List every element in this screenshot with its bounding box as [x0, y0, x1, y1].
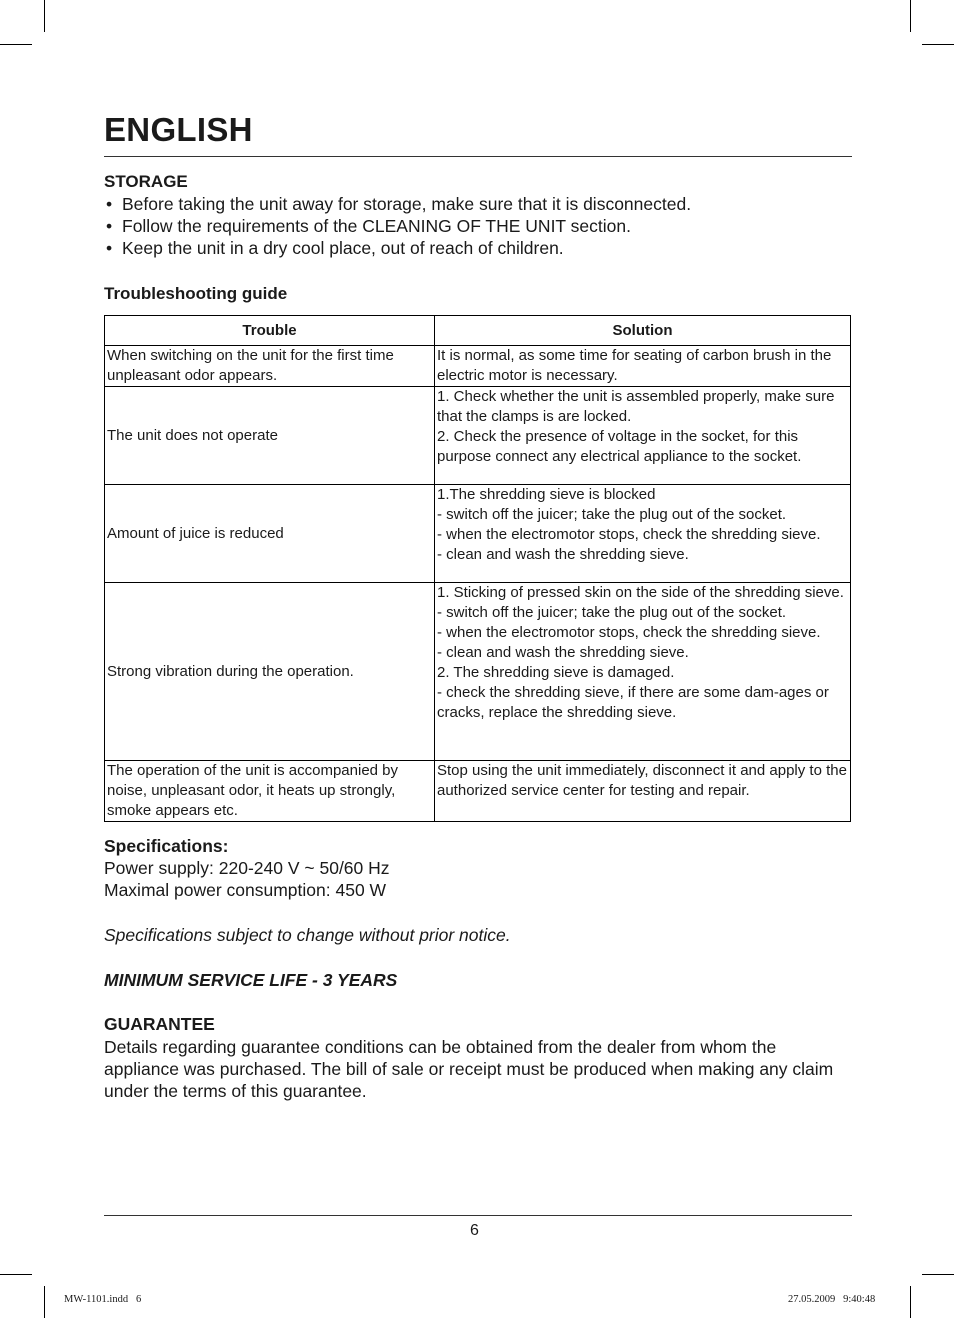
column-header-solution: Solution	[435, 316, 851, 346]
list-item: • Follow the requirements of the CLEANING OF THE UNIT section.	[106, 216, 631, 236]
trouble-cell: The unit does not operate	[105, 387, 435, 485]
crop-mark	[0, 1274, 32, 1275]
bullet-icon: •	[106, 238, 113, 258]
crop-mark	[0, 44, 32, 45]
table-header-row	[105, 316, 851, 346]
crop-mark	[922, 1274, 954, 1275]
trouble-cell: Strong vibration during the operation.	[105, 583, 435, 761]
list-item: • Before taking the unit away for storage, make sure that it is disconnected.	[106, 194, 692, 214]
table-row	[105, 583, 851, 761]
troubleshooting-heading: Troubleshooting guide	[104, 284, 288, 303]
list-item: • Keep the unit in a dry cool place, out of reach of children.	[106, 238, 564, 258]
specifications-heading: Specifications:	[104, 836, 229, 856]
guarantee-heading: GUARANTEE	[104, 1014, 215, 1034]
column-header-trouble: Trouble	[105, 316, 435, 346]
crop-mark	[910, 0, 911, 32]
max-power-text: Maximal power consumption: 450 W	[104, 880, 387, 900]
print-timestamp: 27.05.2009 9:40:48	[788, 1294, 876, 1305]
page-title: ENGLISH	[104, 111, 253, 148]
troubleshooting-table	[104, 315, 851, 822]
solution-cell: It is normal, as some time for seating of carbon brush in the electric motor is necessary.	[435, 346, 851, 387]
title-divider	[104, 156, 852, 157]
crop-mark	[44, 0, 45, 32]
service-life-text: MINIMUM SERVICE LIFE - 3 YEARS	[104, 970, 398, 990]
table-row	[105, 761, 851, 822]
page-number: 6	[470, 1222, 479, 1239]
guarantee-text: Details regarding guarantee conditions can be obtained from the dealer from whom the appliance was purchased. The bill of sale or receipt must be produced when making any claim under the terms of this guarantee.	[104, 1037, 834, 1101]
spec-notice: Specifications subject to change without prior notice.	[104, 925, 511, 945]
table-row	[105, 485, 851, 583]
storage-heading: STORAGE	[104, 172, 188, 191]
table-row	[105, 387, 851, 485]
solution-cell: 1.The shredding sieve is blocked - switch off the juicer; take the plug out of the socket. - when the electromotor stops, check the shredding sieve. - clean and wash the shredding sieve.	[435, 485, 851, 583]
trouble-cell: When switching on the unit for the first time unpleasant odor appears.	[105, 346, 435, 387]
trouble-cell: Amount of juice is reduced	[105, 485, 435, 583]
trouble-cell: The operation of the unit is accompanied by noise, unpleasant odor, it heats up strongly, smoke appears etc.	[105, 761, 435, 822]
power-supply-text: Power supply: 220-240 V ~ 50/60 Hz	[104, 858, 390, 878]
crop-mark	[44, 1286, 45, 1318]
crop-mark	[922, 44, 954, 45]
table-row	[105, 346, 851, 387]
footer-divider	[104, 1215, 852, 1216]
solution-cell: 1. Sticking of pressed skin on the side of the shredding sieve. - switch off the juicer; take the plug out of the socket. - when the electromotor stops, check the shredding sieve. - clean and wash the shredding sieve. 2. The shredding sieve is damaged. - check the shredding sieve, if there are some dam-ages or cracks, replace the shredding sieve.	[435, 583, 851, 761]
bullet-icon: •	[106, 194, 113, 214]
file-slug: MW-1101.indd 6	[64, 1294, 142, 1305]
bullet-icon: •	[106, 216, 113, 236]
solution-cell: Stop using the unit immediately, disconnect it and apply to the authorized service center for testing and repair.	[435, 761, 851, 822]
solution-cell: 1. Check whether the unit is assembled properly, make sure that the clamps is are locked. 2. Check the presence of voltage in the socket, for this purpose connect any electrical appliance to the socket.	[435, 387, 851, 485]
storage-list	[104, 193, 691, 259]
crop-mark	[910, 1286, 911, 1318]
